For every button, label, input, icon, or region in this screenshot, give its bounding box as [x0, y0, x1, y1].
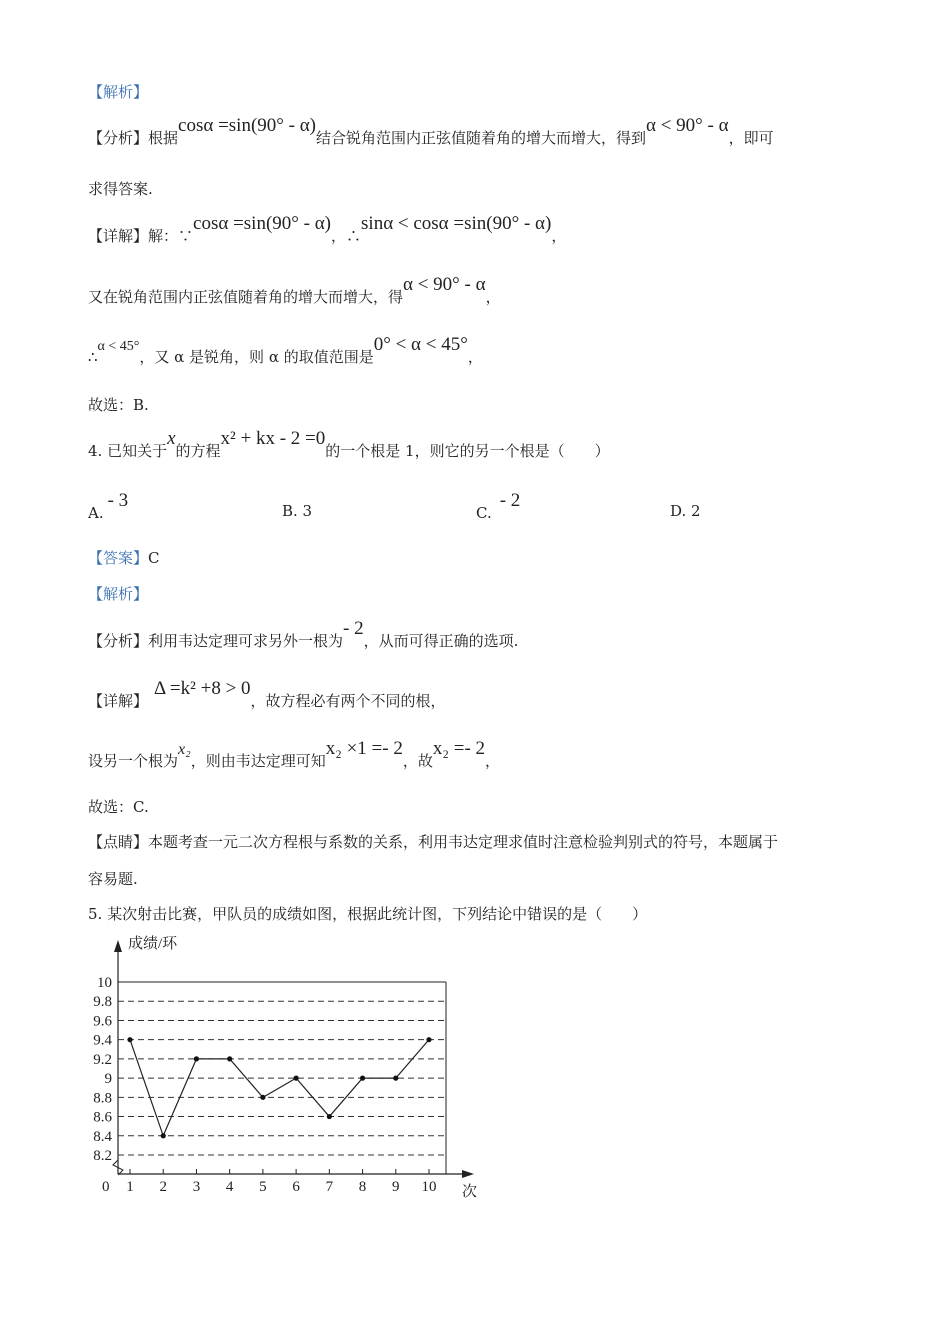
formula-equation: x² + kx - 2 =0 [220, 428, 326, 449]
x-tick-label: 6 [292, 1179, 300, 1195]
so-text: ， [467, 348, 483, 366]
option-math: - 3 [107, 490, 129, 511]
x-tick-label: 3 [192, 1179, 201, 1195]
formula-x2-value: x₂ =- 2 [432, 738, 486, 759]
score-line-chart [80, 930, 500, 1210]
xiangjie-text: ，故方程必有两个不同的根， [250, 692, 446, 710]
therefore-symbol: ∴ [88, 348, 98, 366]
x-tick-label: 5 [259, 1179, 267, 1195]
dianjing-tag: 【点睛】 [88, 833, 149, 851]
formula-alpha-lt: α < 90° - α [646, 115, 729, 136]
jiexi-heading-1: 【解析】 [88, 83, 149, 101]
option-label: C. [476, 504, 492, 522]
y-tick-label: 8.6 [93, 1109, 112, 1126]
formula-sin-cos: sinα < cosα =sin(90° - α) [361, 213, 552, 234]
y-tick-label: 9 [104, 1071, 112, 1088]
data-point [127, 1037, 132, 1042]
y-axis-arrow [114, 940, 122, 952]
xiangjie-tag: 【详解】 [88, 692, 149, 710]
option-label: B. 3 [282, 502, 313, 520]
fenxi-line-2: 求得答案. [88, 180, 153, 198]
option-a [88, 490, 129, 524]
answer-line [88, 548, 160, 568]
you-text: ， [485, 288, 501, 306]
x-tick-label: 9 [392, 1179, 400, 1195]
formula-product: x₂ ×1 =- 2 [325, 738, 403, 759]
fenxi-line-1 [88, 115, 774, 148]
dianjing-text: 本题考查一元二次方程根与系数的关系，利用韦达定理求值时注意检验判别式的符号，本题属于 [148, 833, 779, 851]
y-tick-label: 8.4 [93, 1128, 112, 1145]
formula-alpha-45: α < 45° [97, 339, 140, 354]
origin-label: 0 [102, 1179, 110, 1195]
option-label: D. 2 [670, 502, 701, 520]
option-d [670, 502, 701, 520]
y-tick-label: 8.2 [93, 1148, 112, 1164]
y-tick-label: 10 [97, 975, 112, 991]
x-tick-label: 7 [325, 1179, 334, 1195]
q4-text: 4. 已知关于 [88, 442, 168, 460]
answer-tag: 【答案】 [88, 549, 149, 567]
option-label: A. [88, 504, 104, 522]
option-b [282, 502, 312, 520]
data-point [294, 1076, 299, 1081]
so-text: ，又 α 是锐角，则 α 的取值范围是 [139, 348, 374, 366]
data-point [194, 1056, 199, 1061]
guxuan-2: 故选：C. [88, 798, 149, 816]
y-tick-label: 9.8 [93, 994, 112, 1011]
you-text: 又在锐角范围内正弦值随着角的增大而增大，得 [88, 288, 404, 306]
she-text: ，则由韦达定理可知 [190, 752, 326, 770]
y-tick-label: 8.8 [93, 1090, 112, 1107]
x-axis-label: 次 [462, 1184, 478, 1200]
dianjing-line-1 [88, 832, 778, 852]
data-point [161, 1133, 166, 1138]
formula-cos-sin: cosα =sin(90° - α) [193, 213, 331, 234]
xiangjie-text: 解：∵ [148, 227, 194, 245]
series-line [130, 1040, 429, 1136]
y-tick-label: 9.2 [93, 1051, 112, 1068]
data-point [260, 1095, 265, 1100]
xiangjie-line-1 [88, 213, 567, 246]
formula-discriminant: Δ =k² +8 > 0 [154, 678, 251, 699]
she-text: ，故 [402, 752, 433, 770]
dianjing-line-2: 容易题. [88, 870, 138, 888]
data-point [360, 1076, 365, 1081]
fenxi-text: ，从而可得正确的选项. [363, 632, 519, 650]
option-c [476, 490, 521, 524]
q4-text: 的方程 [175, 442, 221, 460]
x-tick-label: 10 [421, 1179, 437, 1195]
option-math: - 2 [499, 490, 521, 511]
formula-x2: x₂ [178, 741, 191, 758]
formula-x: x [167, 428, 176, 449]
xiangjie-line-2 [88, 678, 446, 711]
answer-value: C [148, 549, 160, 567]
fenxi-tag: 【分析】 [88, 632, 149, 650]
jiexi-heading-2: 【解析】 [88, 585, 149, 603]
data-point [227, 1056, 232, 1061]
formula-cos-sin: cosα =sin(90° - α) [178, 115, 316, 136]
fenxi-text: 结合锐角范围内正弦值随着角的增大而增大，得到 [316, 129, 647, 147]
fenxi-tag: 【分析】 [88, 129, 149, 147]
she-text: ， [485, 752, 501, 770]
fenxi-text: ，即可 [728, 129, 774, 147]
y-axis-label: 成绩/环 [128, 936, 178, 952]
she-line [88, 738, 501, 772]
fenxi-text: 利用韦达定理可求另外一根为 [148, 632, 344, 650]
xiangjie-tag: 【详解】 [88, 227, 149, 245]
formula-neg2: - 2 [343, 618, 364, 639]
y-tick-label: 9.6 [93, 1013, 112, 1030]
formula-range: 0° < α < 45° [373, 334, 468, 355]
x-tick-label: 4 [225, 1179, 234, 1195]
xiangjie-text: ，∴ [331, 227, 362, 245]
question-4 [88, 428, 610, 461]
data-point [327, 1114, 332, 1119]
x-tick-label: 1 [126, 1179, 134, 1195]
x-tick-label: 8 [358, 1179, 367, 1195]
y-tick-label: 9.4 [93, 1032, 112, 1049]
formula-alpha-lt: α < 90° - α [403, 274, 486, 295]
data-point [426, 1037, 431, 1042]
so-line [88, 334, 483, 369]
fenxi-line-3 [88, 618, 519, 651]
fenxi-text: 根据 [148, 129, 179, 147]
xiangjie-text: ， [551, 227, 567, 245]
you-line [88, 274, 501, 307]
data-point [393, 1076, 398, 1081]
guxuan-1: 故选：B. [88, 396, 149, 414]
q4-text: 的一个根是 1，则它的另一个根是（ ） [325, 442, 610, 460]
x-tick-label: 2 [159, 1179, 167, 1195]
question-5: 5. 某次射击比赛，甲队员的成绩如图，根据此统计图，下列结论中错误的是（ ） [88, 905, 648, 923]
x-axis-arrow [462, 1170, 474, 1178]
she-text: 设另一个根为 [88, 752, 179, 770]
